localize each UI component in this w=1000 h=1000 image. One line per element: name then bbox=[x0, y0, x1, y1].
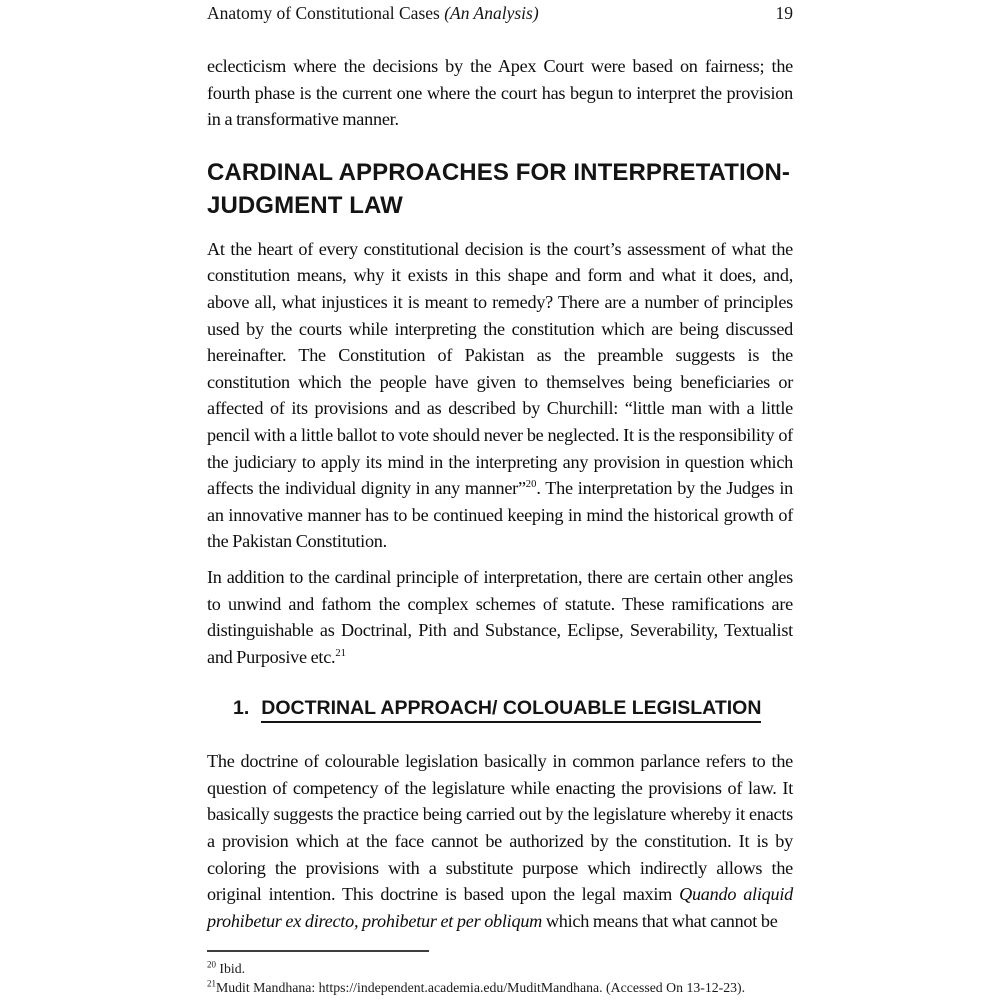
page-number: 19 bbox=[775, 3, 793, 23]
running-header-title bbox=[207, 3, 539, 24]
paragraph-cardinal-principles bbox=[207, 236, 793, 555]
section-heading-cardinal-approaches: CARDINAL APPROACHES FOR INTERPRETATION-JUDGMENT LAW bbox=[207, 158, 791, 220]
paragraph-colourable-legislation-continuation: which means that what cannot be bbox=[542, 910, 778, 931]
heading-number: 1. bbox=[233, 697, 250, 720]
paragraph-cardinal-principles-continuation: . The interpretation by the Judges in an innovative manner has to be continued keeping in mind the historical growth of the Pakistan Constitution. bbox=[207, 478, 794, 552]
footnote-20-text: Ibid. bbox=[215, 961, 246, 976]
footnote-21 bbox=[207, 978, 793, 997]
paragraph-other-angles-text: In addition to the cardinal principle of interpretation, there are certain other angles to unwind and fathom the complex schemes of statute. These ramifications are distinguishable as Doctrinal, Pith and Substance, Eclipse, Severability, Textualist and Purposive etc. bbox=[207, 566, 793, 667]
numbered-heading-doctrinal-approach bbox=[233, 697, 793, 723]
footnote-reference-21: 21 bbox=[335, 647, 346, 659]
heading-text-underlined: DOCTRINAL APPROACH/ COLOUABLE LEGISLATION bbox=[261, 697, 761, 723]
paragraph-colourable-legislation bbox=[207, 748, 793, 934]
paragraph-colourable-legislation-text: The doctrine of colourable legislation basically in common parlance refers to the question of competency of the legislature while enacting the provisions of law. It basically suggests the practice being carried out by the legislature whereby it enacts a provision which at the face cannot be authorized by the constitution. It is by coloring the provisions with a substitute purpose which indirectly allows the original intention. This doctrine is based upon the legal maxim bbox=[207, 751, 793, 905]
paragraph-cardinal-principles-text: At the heart of every constitutional decision is the court’s assessment of what the constitution means, why it exists in this shape and form and what it does, and, above all, what injustices it is meant to remedy? There are a number of principles used by the courts while interpreting the constitution which are being discussed hereinafter. The Constitution of Pakistan as the preamble suggests is the constitution which the people have given to themselves being beneficiaries or affected of its provisions and as described by Churchill: “little man with a little pencil with a little ballot to vote should never be neglected. It is the responsibility of the judiciary to apply its mind in the interpreting any provision in question which affects the individual dignity in any manner” bbox=[207, 238, 793, 499]
footnote-21-marker: 21 bbox=[207, 978, 216, 989]
footnote-reference-20: 20 bbox=[525, 479, 537, 491]
running-header bbox=[207, 0, 793, 24]
latin-maxim-italic: Quando aliquid prohibetur ex directo, prohibetur et per obliqum bbox=[207, 884, 793, 931]
running-header-title-main: Anatomy of Constitutional Cases bbox=[207, 3, 445, 23]
footnote-separator-rule bbox=[207, 950, 429, 952]
running-header-title-italic: (An Analysis) bbox=[444, 3, 539, 23]
footnotes-section bbox=[207, 950, 793, 997]
paragraph-eclecticism: eclecticism where the decisions by the Apex Court were based on fairness; the fourth phase is the current one where the court has begun to interpret the provision in a transformative manner. bbox=[207, 56, 793, 130]
page-content bbox=[207, 0, 793, 934]
paragraph-other-angles bbox=[207, 564, 793, 670]
footnote-20 bbox=[207, 959, 793, 978]
footnote-21-text: Mudit Mandhana: https://independent.academia.edu/MuditMandhana. (Accessed On 13-12-23). bbox=[215, 980, 746, 995]
footnote-20-marker: 20 bbox=[207, 959, 216, 970]
